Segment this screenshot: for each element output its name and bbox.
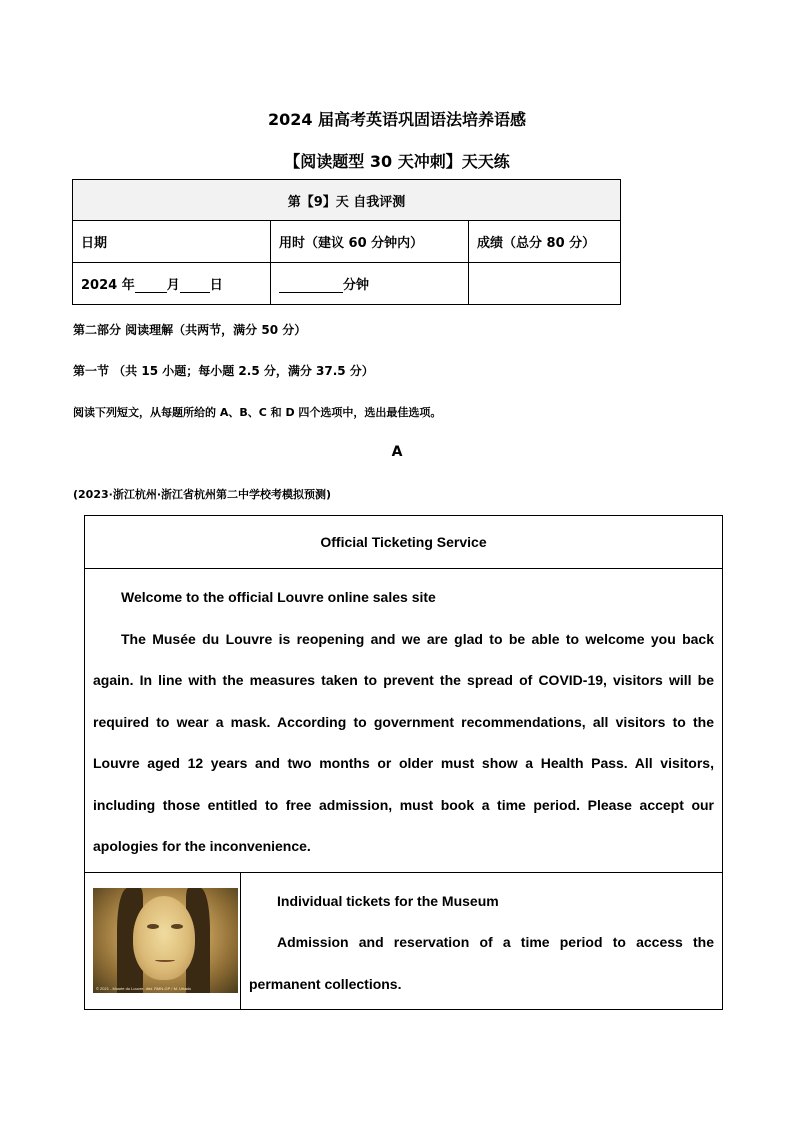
date-header: 日期 bbox=[73, 221, 271, 263]
passage-label: A bbox=[391, 444, 403, 460]
welcome-line: Welcome to the official Louvre online sales site bbox=[121, 589, 436, 605]
time-header: 用时（建议 60 分钟内） bbox=[271, 221, 469, 263]
day-blank[interactable] bbox=[180, 279, 210, 293]
ticketing-table bbox=[84, 515, 723, 1010]
month-blank[interactable] bbox=[135, 279, 167, 293]
score-cell[interactable] bbox=[469, 263, 621, 305]
score-header: 成绩（总分 80 分） bbox=[469, 221, 621, 263]
minutes-blank[interactable] bbox=[279, 279, 343, 293]
tickets-cell bbox=[241, 872, 723, 1010]
notice-paragraph: The Musée du Louvre is reopening and we are glad to be able to welcome you back again. In line with the measures taken to prevent the spread of COVID-19, visitors will be required to wear a mask. According to government recommendations, all visitors to the Louvre aged 12 years and two months or older must show a Health Pass. All visitors, including those entitled to free admission, must book a time period. Please accept our apologies for the inconvenience. bbox=[93, 630, 714, 854]
self-assessment-table bbox=[72, 179, 621, 305]
minutes-unit: 分钟 bbox=[343, 278, 370, 293]
mona-lisa-image bbox=[93, 888, 238, 993]
date-day: 日 bbox=[209, 278, 223, 293]
date-month: 月 bbox=[166, 278, 180, 293]
self-assessment-heading: 第【9】天 自我评测 bbox=[73, 180, 621, 221]
ticketing-heading: Official Ticketing Service bbox=[85, 516, 723, 569]
tickets-title: Individual tickets for the Museum bbox=[277, 892, 499, 909]
section-heading: 第一节 （共 15 小题；每小题 2.5 分，满分 37.5 分） bbox=[73, 364, 374, 378]
worksheet-subtitle: 【阅读题型 30 天冲刺】天天练 bbox=[284, 152, 510, 171]
image-cell bbox=[85, 872, 241, 1010]
passage-source: (2023·浙江杭州·浙江省杭州第二中学校考模拟预测) bbox=[73, 488, 332, 501]
date-year: 2024 年 bbox=[81, 278, 135, 293]
worksheet-title: 2024 届高考英语巩固语法培养语感 bbox=[267, 110, 527, 129]
part-heading: 第二部分 阅读理解（共两节，满分 50 分） bbox=[73, 323, 307, 337]
ticketing-intro bbox=[85, 569, 723, 873]
time-cell[interactable] bbox=[271, 263, 469, 305]
image-credit: © 2021 - Musée du Louvre, dist. RMN-GP / M. Urtado bbox=[96, 985, 192, 991]
tickets-description: Admission and reservation of a time period to access the permanent collections. bbox=[249, 934, 714, 992]
directions-text: 阅读下列短文，从每题所给的 A、B、C 和 D 四个选项中，选出最佳选项。 bbox=[73, 406, 442, 419]
date-cell[interactable] bbox=[73, 263, 271, 305]
